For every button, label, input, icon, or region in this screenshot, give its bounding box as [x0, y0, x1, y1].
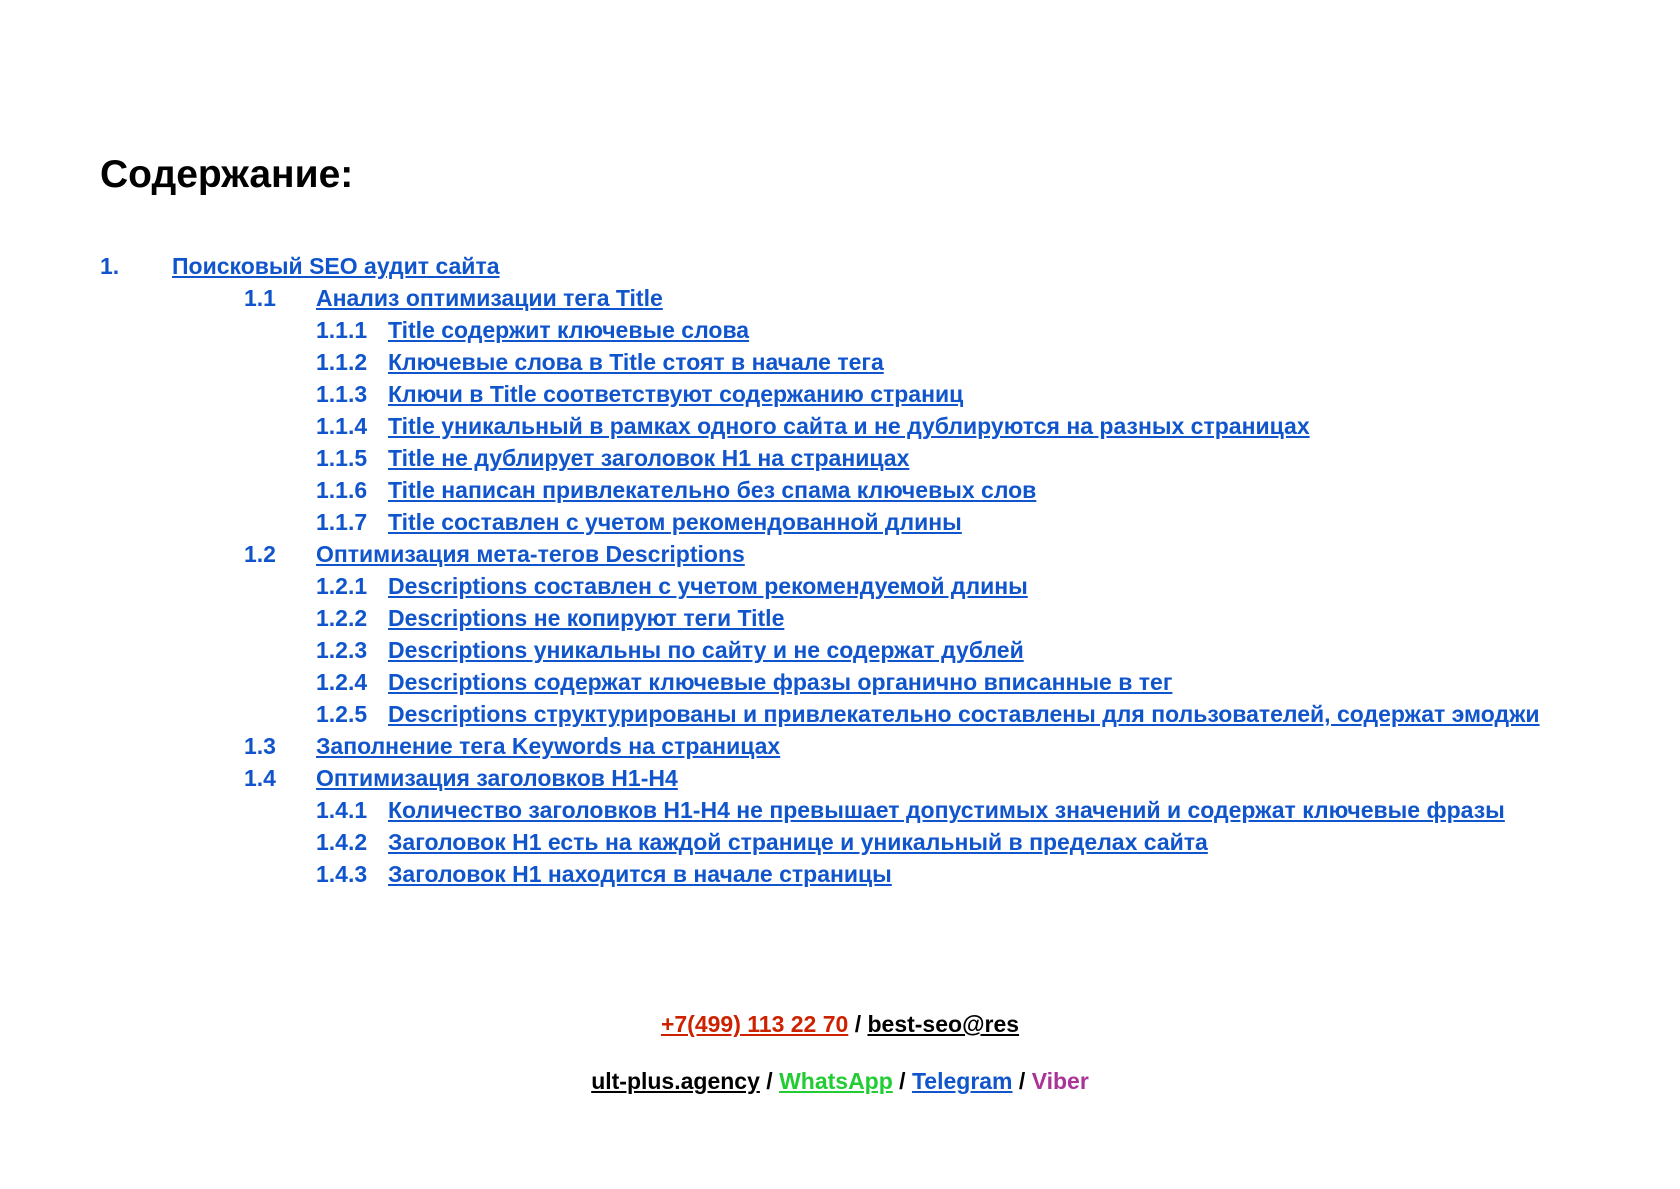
toc-item-number: 1.4.3	[316, 861, 368, 887]
toc-item-label: Поисковый SEO аудит сайта	[172, 253, 500, 279]
toc-item-label: Ключевые слова в Title стоят в начале тега	[388, 349, 884, 375]
toc-item-1[interactable]	[100, 250, 1540, 282]
toc-item-1-1-6[interactable]	[100, 474, 1540, 506]
toc-item-number: 1.1.3	[316, 381, 368, 407]
toc-item-number: 1.1.5	[316, 445, 368, 471]
toc-item-number: 1.1.7	[316, 509, 368, 535]
toc-item-label: Количество заголовков H1-H4 не превышает допустимых значений и содержат ключевые фразы	[388, 797, 1505, 823]
toc-item-1-3[interactable]	[100, 730, 1540, 762]
toc-item-label: Descriptions не копируют теги Title	[388, 605, 785, 631]
phone-link[interactable]: +7(499) 113 22 70	[660, 1011, 849, 1037]
toc-item-number: 1.1.4	[316, 413, 368, 439]
toc-item-1-1[interactable]	[100, 282, 1540, 314]
toc-item-number: 1.4.1	[316, 797, 368, 823]
table-of-contents	[100, 250, 1540, 890]
toc-item-1-1-3[interactable]	[100, 378, 1540, 410]
toc-item-1-2-3[interactable]	[100, 634, 1540, 666]
toc-item-1-2[interactable]	[100, 538, 1540, 570]
telegram-link[interactable]: Telegram	[911, 1068, 1013, 1094]
toc-item-number: 1.1.2	[316, 349, 368, 375]
toc-item-label: Descriptions уникальны по сайту и не содержат дублей	[388, 637, 1024, 663]
toc-item-number: 1.3	[244, 733, 276, 759]
toc-item-label: Заполнение тега Keywords на страницах	[316, 733, 781, 759]
toc-item-1-4-3[interactable]	[100, 858, 1540, 890]
toc-item-label: Title написан привлекательно без спама ключевых слов	[388, 477, 1037, 503]
toc-item-label: Оптимизация заголовков H1-H4	[316, 765, 678, 791]
toc-item-1-1-5[interactable]	[100, 442, 1540, 474]
toc-item-number: 1.4	[244, 765, 276, 791]
toc-item-1-2-4[interactable]	[100, 666, 1540, 698]
toc-item-number: 1.2.4	[316, 669, 368, 695]
toc-item-label: Descriptions содержат ключевые фразы органично вписанные в тег	[388, 669, 1173, 695]
toc-item-1-1-1[interactable]	[100, 314, 1540, 346]
toc-item-label: Оптимизация мета-тегов Descriptions	[316, 541, 745, 567]
toc-item-1-1-4[interactable]	[100, 410, 1540, 442]
viber-text[interactable]: Viber	[1031, 1068, 1089, 1094]
toc-item-label: Заголовок H1 есть на каждой странице и уникальный в пределах сайта	[388, 829, 1208, 855]
toc-item-label: Ключи в Title соответствуют содержанию страниц	[388, 381, 964, 407]
toc-item-1-1-7[interactable]	[100, 506, 1540, 538]
footer-contacts-line1	[0, 1008, 1680, 1040]
toc-item-number: 1.2	[244, 541, 276, 567]
toc-item-number: 1.2.2	[316, 605, 368, 631]
whatsapp-link[interactable]: WhatsApp	[779, 1068, 893, 1094]
toc-item-1-4-1[interactable]	[100, 794, 1540, 826]
toc-item-1-2-1[interactable]	[100, 570, 1540, 602]
separator: /	[766, 1068, 773, 1094]
separator: /	[899, 1068, 906, 1094]
toc-item-1-4[interactable]	[100, 762, 1540, 794]
toc-item-label: Title уникальный в рамках одного сайта и не дублируются на разных страницах	[388, 413, 1310, 439]
toc-item-number: 1.2.1	[316, 573, 368, 599]
toc-item-number: 1.1.1	[316, 317, 368, 343]
toc-item-number: 1.4.2	[316, 829, 368, 855]
toc-item-label: Заголовок H1 находится в начале страницы	[388, 861, 892, 887]
page-title: Содержание:	[100, 153, 354, 196]
separator: /	[1018, 1068, 1026, 1094]
toc-item-label: Descriptions структурированы и привлекательно составлены для пользователей, содержат эмоджи	[388, 701, 1540, 727]
toc-item-label: Title не дублирует заголовок H1 на страницах	[388, 445, 910, 471]
toc-item-label: Анализ оптимизации тега Title	[316, 285, 663, 311]
separator: /	[854, 1011, 862, 1037]
toc-item-1-4-2[interactable]	[100, 826, 1540, 858]
toc-item-label: Title составлен с учетом рекомендованной длины	[388, 509, 962, 535]
email-link-part1[interactable]: best-seo@res	[867, 1011, 1020, 1037]
toc-item-number: 1.1	[244, 285, 276, 311]
toc-item-1-2-5[interactable]	[100, 698, 1540, 730]
toc-item-number: 1.1.6	[316, 477, 368, 503]
toc-item-number: 1.2.5	[316, 701, 368, 727]
toc-item-label: Title содержит ключевые слова	[388, 317, 750, 343]
toc-item-1-2-2[interactable]	[100, 602, 1540, 634]
toc-item-number: 1.2.3	[316, 637, 368, 663]
footer-contacts-line2	[0, 1065, 1680, 1097]
toc-item-label: Descriptions составлен с учетом рекомендуемой длины	[388, 573, 1028, 599]
toc-item-number: 1.	[100, 253, 120, 279]
email-link-part2[interactable]: ult-plus.agency	[591, 1068, 760, 1094]
toc-item-1-1-2[interactable]	[100, 346, 1540, 378]
